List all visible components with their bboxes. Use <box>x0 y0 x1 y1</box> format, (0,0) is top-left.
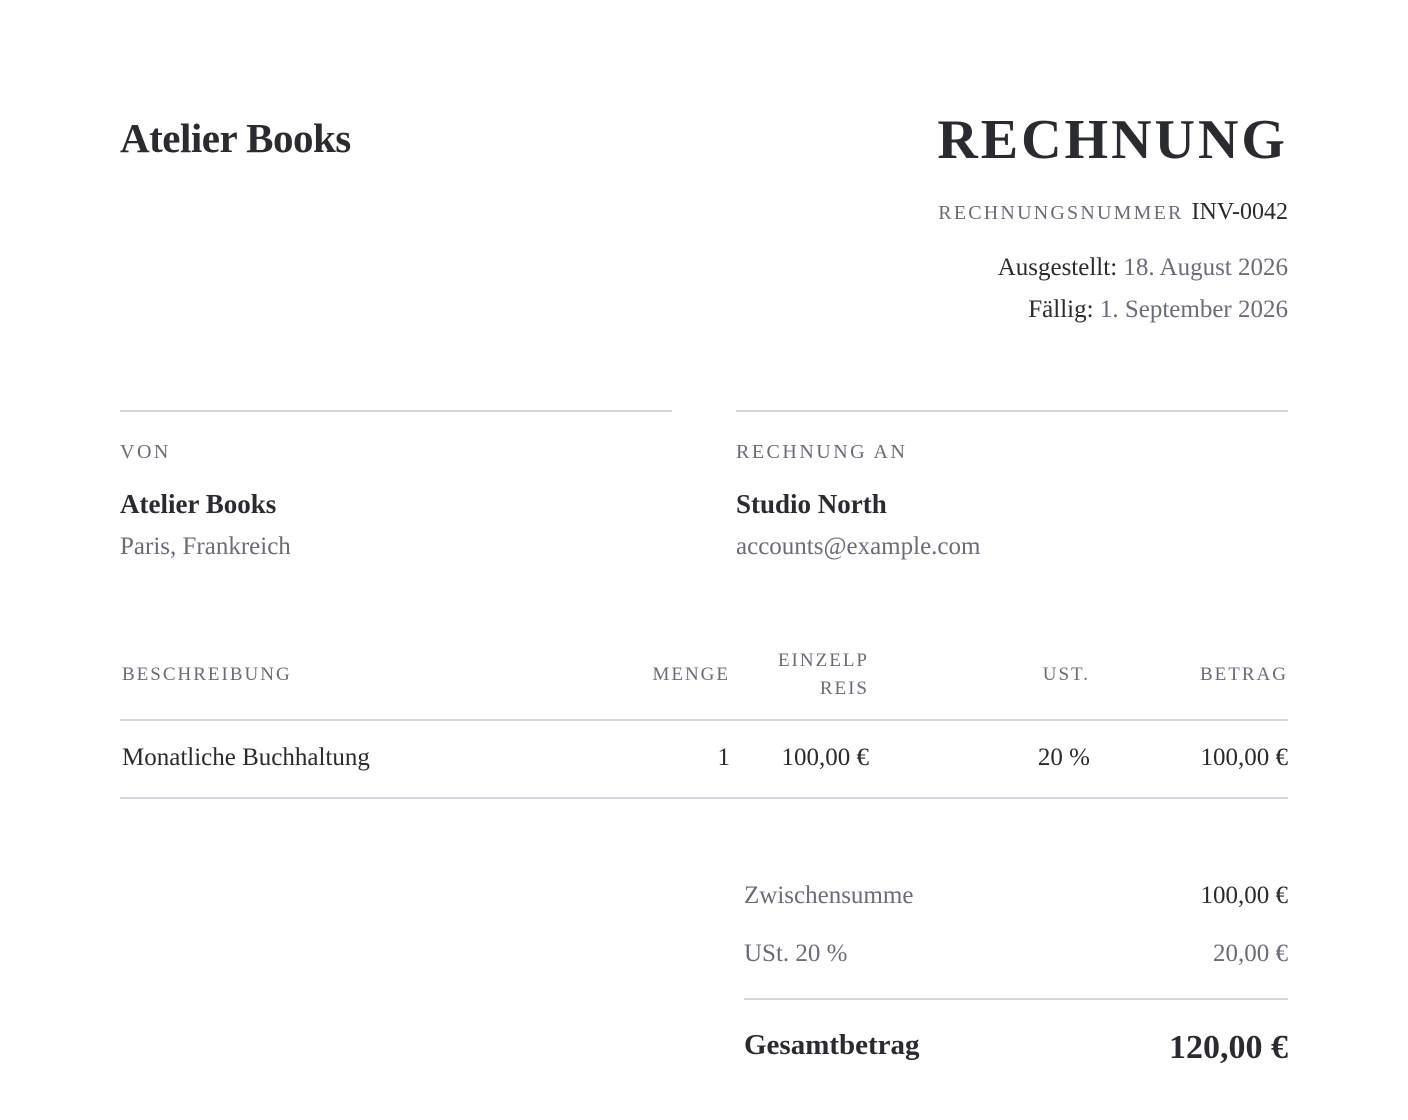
document-title: RECHNUNG <box>937 109 1288 171</box>
subtotal-row <box>744 870 1288 928</box>
recipient-email: accounts@example.com <box>736 533 981 560</box>
table-row <box>120 721 1288 799</box>
subtotal-value: 100,00 € <box>1200 882 1288 909</box>
sender-label: VON <box>120 441 171 463</box>
due-date-value: 1. September 2026 <box>1099 296 1288 323</box>
totals-divider <box>744 998 1288 1000</box>
sender-location: Paris, Frankreich <box>120 533 291 560</box>
invoice-number-label: RECHNUNGSNUMMER <box>938 202 1184 224</box>
header-description: BESCHREIBUNG <box>122 664 292 685</box>
row-tax: 20 % <box>1037 744 1090 771</box>
sender-block <box>120 410 672 560</box>
totals-block <box>744 870 1288 1066</box>
header-unit-price: EINZELPREIS <box>777 650 869 699</box>
grand-total-value: 120,00 € <box>1169 1029 1288 1066</box>
invoice-number-value: INV-0042 <box>1191 199 1288 225</box>
grand-total-row <box>744 1020 1288 1070</box>
issued-date-label: Ausgestellt: <box>997 254 1118 281</box>
table-header <box>120 645 1288 721</box>
header-tax: UST. <box>1042 664 1090 685</box>
sender-name: Atelier Books <box>120 489 277 519</box>
line-items-table <box>120 645 1288 799</box>
issued-date <box>998 253 1288 283</box>
issued-date-value: 18. August 2026 <box>1123 254 1288 281</box>
due-date <box>1028 295 1288 325</box>
tax-value: 20,00 € <box>1213 940 1288 967</box>
due-date-label: Fällig: <box>1028 296 1094 323</box>
invoice-page <box>120 0 1288 1120</box>
subtotal-label: Zwischensumme <box>744 882 914 909</box>
invoice-number <box>938 197 1288 230</box>
header-amount: BETRAG <box>1200 664 1288 685</box>
tax-row <box>744 928 1288 986</box>
recipient-name: Studio North <box>736 489 887 519</box>
row-quantity: 1 <box>717 744 730 771</box>
header-quantity: MENGE <box>652 664 730 685</box>
row-description: Monatliche Buchhaltung <box>122 744 370 771</box>
recipient-block <box>736 410 1288 560</box>
recipient-label: RECHNUNG AN <box>736 441 908 463</box>
row-unit-price: 100,00 € <box>781 744 869 771</box>
grand-total-label: Gesamtbetrag <box>744 1029 920 1061</box>
brand-name: Atelier Books <box>120 115 351 161</box>
tax-label: USt. 20 % <box>744 940 848 967</box>
row-amount: 100,00 € <box>1200 744 1288 771</box>
